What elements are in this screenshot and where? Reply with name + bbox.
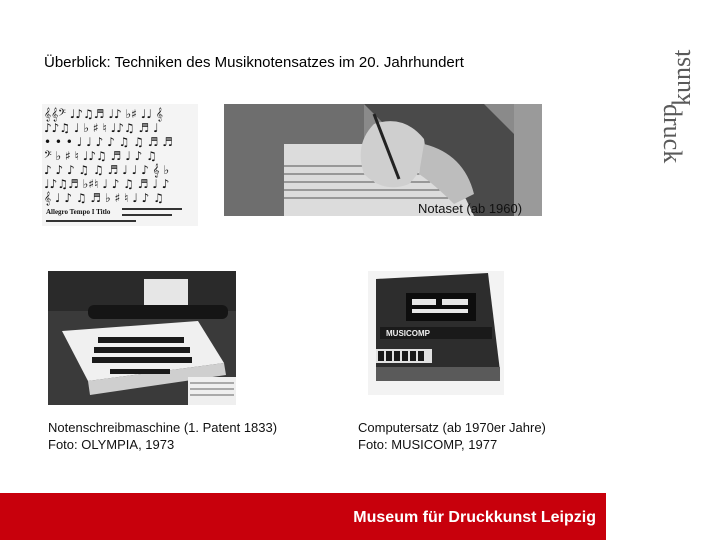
computersatz-caption-line2: Foto: MUSICOMP, 1977: [358, 437, 498, 452]
symbol-sheet-label: Allegro Tempo I Titlo: [46, 208, 111, 216]
svg-text:♪ ♪ ♪ ♫ ♫ ♬ ♩ ♩ ♪ 𝄞 ♭: ♪ ♪ ♪ ♫ ♫ ♬ ♩ ♩ ♪ 𝄞 ♭: [44, 163, 170, 177]
typewriter-caption: [48, 419, 277, 453]
svg-text:• • • ♩ ♩ ♪ ♪ ♫ ♫ ♬ ♬: • • • ♩ ♩ ♪ ♪ ♫ ♫ ♬ ♬: [44, 135, 174, 149]
computersatz-image: [368, 271, 504, 395]
typewriter-caption-line2: Foto: OLYMPIA, 1973: [48, 437, 175, 452]
logo-word-druck: druck: [658, 104, 687, 164]
symbol-sheet-graphic: [42, 104, 198, 226]
computersatz-caption-line1: Computersatz (ab 1970er Jahre): [358, 420, 546, 435]
computer-terminal-graphic: [368, 271, 504, 395]
svg-text:𝄢 ♭ ♯ ♮ ♩♪♫ ♬ ♩ ♪ ♫: 𝄢 ♭ ♯ ♮ ♩♪♫ ♬ ♩ ♪ ♫: [44, 149, 157, 163]
typewriter-graphic: [48, 271, 236, 405]
footer-bar: [0, 493, 606, 540]
notenschreibmaschine-image: [48, 271, 236, 405]
footer-museum-name: Museum für Druckkunst Leipzig: [353, 509, 596, 526]
computersatz-caption: [358, 419, 546, 453]
svg-text:𝄞𝄞𝄢 ♩♪♫♬ ♩♪ ♭♯ ♩♩ 𝄞: 𝄞𝄞𝄢 ♩♪♫♬ ♩♪ ♭♯ ♩♩ 𝄞: [44, 107, 164, 121]
notaset-caption: Notaset (ab 1960): [418, 201, 523, 216]
museum-logo: [652, 18, 702, 218]
logo-word-kunst: kunst: [667, 49, 696, 106]
svg-text:♩♪♫♬ ♭♯♮ ♩ ♪ ♫ ♬ ♩ ♪: ♩♪♫♬ ♭♯♮ ♩ ♪ ♫ ♬ ♩ ♪: [44, 177, 170, 191]
typewriter-caption-line1: Notenschreibmaschine (1. Patent 1833): [48, 420, 278, 435]
svg-text:♪♪♫ ♩ ♭ ♯ ♮ ♩♪♫ ♬ ♩: ♪♪♫ ♩ ♭ ♯ ♮ ♩♪♫ ♬ ♩: [44, 121, 159, 135]
svg-text:𝄞 ♩ ♪ ♫ ♬ ♭ ♯ ♮ ♩ ♪ ♫: 𝄞 ♩ ♪ ♫ ♬ ♭ ♯ ♮ ♩ ♪ ♫: [44, 191, 164, 205]
screen-label: MUSICOMP: [386, 329, 430, 338]
page-title: Überblick: Techniken des Musiknotensatzes im 20. Jahrhundert: [44, 54, 464, 71]
notensatz-symbols-image: [42, 104, 198, 226]
